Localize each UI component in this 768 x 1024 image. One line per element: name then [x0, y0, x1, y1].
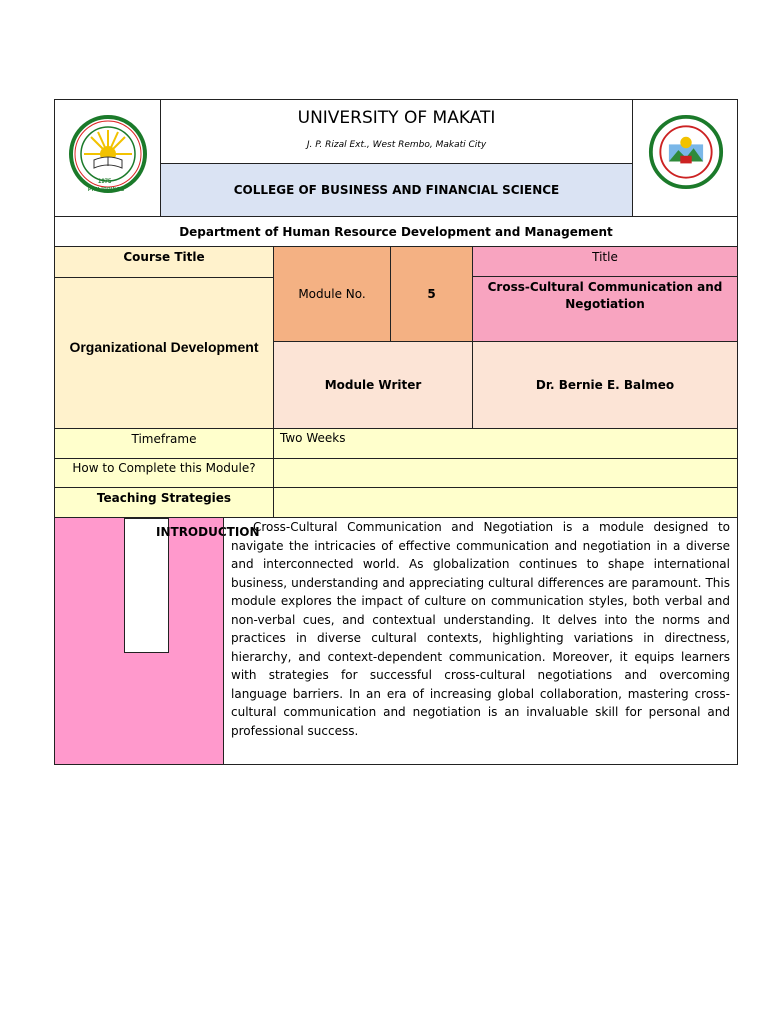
- intro-paragraph: Cross-Cultural Communication and Negotiation is a module designed to navigate the intricacies of effective communication and negotiation in a diverse and interconnected world. As globalization continues to shape international business, understanding and appreciating cultural differences are paramount. This module explores the impact of culture on communication styles, both verbal and non-verbal cues, and contextual understanding. It delves into the norms and practices in diverse cultural contexts, highlighting variations in directness, hierarchy, and context-dependent communication. Moreover, it equips learners with strategies for successful cross-cultural negotiations and overcoming language barriers. In an era of increasing global collaboration, mastering cross-cultural communication and negotiation is an invaluable skill for personal and professional success.: [231, 520, 730, 738]
- title-col-label: Title: [592, 249, 618, 264]
- course-title-label: Course Title: [123, 250, 205, 264]
- college-name: COLLEGE OF BUSINESS AND FINANCIAL SCIENCE: [233, 183, 560, 197]
- department-name: Department of Human Resource Development and Management: [179, 224, 613, 239]
- new-era-seal-right-icon: [648, 114, 724, 190]
- how-to-complete-label-cell: [54, 458, 274, 488]
- module-writer-value-cell: [472, 341, 738, 429]
- module-no-label-cell: [273, 246, 391, 342]
- timeframe-value-cell: [273, 428, 738, 459]
- module-writer-label: Module Writer: [324, 378, 422, 392]
- logo-left-year: 1975: [98, 179, 112, 185]
- teaching-strategies-label-cell: [54, 487, 274, 518]
- title-col-value-cell: [472, 276, 738, 342]
- course-title-label-cell: [54, 246, 274, 278]
- module-no-value-cell: [390, 246, 473, 342]
- title-col-value: Cross-Cultural Communication and Negotiation: [487, 280, 723, 311]
- how-to-complete-value-cell: [273, 458, 738, 488]
- logo-left-bottom: PHILIPPINES: [88, 187, 125, 193]
- teaching-strategies-label: Teaching Strategies: [96, 490, 232, 505]
- module-writer-value: Dr. Bernie E. Balmeo: [535, 378, 675, 392]
- module-writer-label-cell: [273, 341, 473, 429]
- logo-left-cell: [54, 99, 161, 217]
- how-to-complete-label: How to Complete this Module?: [72, 461, 256, 475]
- title-col-label-cell: [472, 246, 738, 277]
- timeframe-label: Timeframe: [131, 431, 197, 446]
- intro-text-cell: [223, 517, 738, 765]
- logo-right-cell: [632, 99, 738, 217]
- university-address: J. P. Rizal Ext., West Rembo, Makati City: [306, 139, 487, 150]
- timeframe-label-cell: [54, 428, 274, 459]
- university-name: UNIVERSITY OF MAKATI: [297, 107, 496, 128]
- module-no-value: 5: [427, 287, 436, 301]
- college-band: [160, 163, 633, 217]
- intro-label: INTRODUCTION: [156, 525, 260, 539]
- course-title-value: Organizational Development: [69, 339, 259, 355]
- course-title-value-cell: [54, 277, 274, 429]
- timeframe-value: Two Weeks: [280, 431, 346, 445]
- department-row: [54, 216, 738, 247]
- module-no-label: Module No.: [298, 287, 366, 301]
- teaching-strategies-value-cell: [273, 487, 738, 518]
- university-name-cell: [160, 99, 633, 164]
